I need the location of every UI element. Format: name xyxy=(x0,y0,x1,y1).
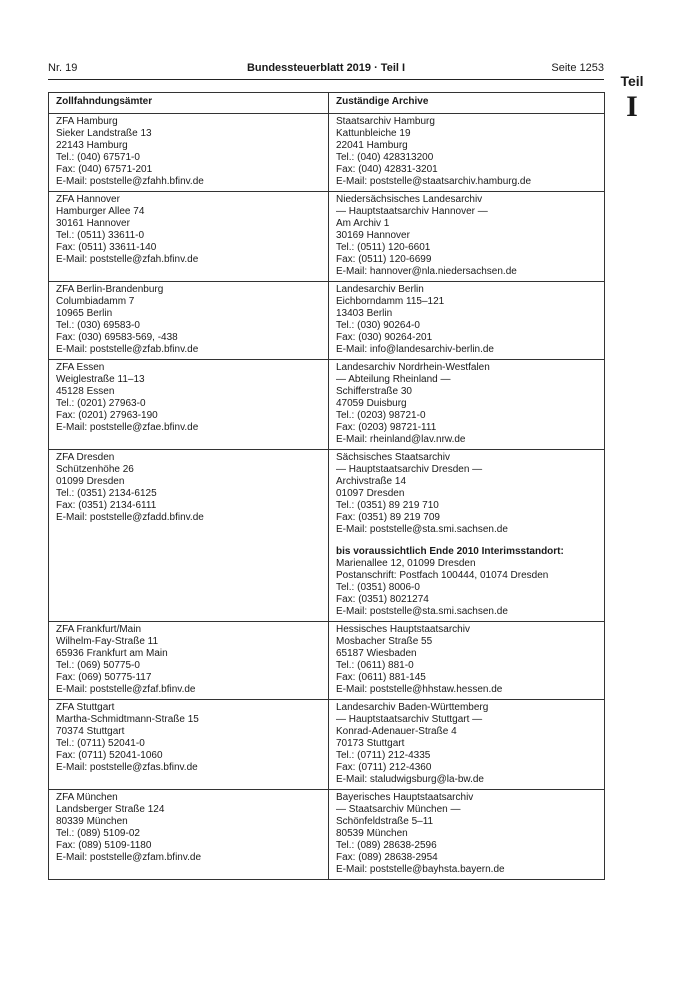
office-address-line: 65936 Frankfurt am Main xyxy=(56,648,168,659)
column-header-offices: Zollfahndungsämter xyxy=(49,93,329,114)
archive-address-line: Tel.: (0351) 89 219 710 xyxy=(336,500,439,511)
archive-address-line: Tel.: (0611) 881-0 xyxy=(336,660,414,671)
archive-address-line: 01097 Dresden xyxy=(336,488,405,499)
archive-address-line: — Abteilung Rheinland — xyxy=(336,374,451,385)
office-name: ZFA Dresden xyxy=(56,452,115,463)
office-address-line: Fax: (0511) 33611-140 xyxy=(56,242,157,253)
table-row xyxy=(49,622,605,700)
office-address-line: Tel.: (0201) 27963-0 xyxy=(56,398,146,409)
archive-name: Hessisches Hauptstaatsarchiv xyxy=(336,624,470,635)
archive-address-line: Tel.: (0203) 98721-0 xyxy=(336,410,426,421)
office-address-line: Fax: (040) 67571-201 xyxy=(56,164,153,175)
office-address-line: Fax: (0351) 2134-6111 xyxy=(56,500,157,511)
archive-address-line: — Hauptstaatsarchiv Dresden — xyxy=(336,464,483,475)
table-body xyxy=(49,114,605,880)
archive-address-line: Fax: (0351) 89 219 709 xyxy=(336,512,440,523)
archive-address-line: Fax: (030) 90264-201 xyxy=(336,332,433,343)
customs-office-cell xyxy=(49,360,329,450)
archive-address-line: 80539 München xyxy=(336,828,408,839)
office-address-line: E-Mail: poststelle@zfaf.bfinv.de xyxy=(56,684,196,695)
office-address-line: 80339 München xyxy=(56,816,128,827)
archive-address-line: Tel.: (030) 90264-0 xyxy=(336,320,420,331)
column-header-archives: Zuständige Archive xyxy=(329,93,605,114)
archive-address-line: E-Mail: poststelle@hhstaw.hessen.de xyxy=(336,684,503,695)
office-name: ZFA Stuttgart xyxy=(56,702,115,713)
office-address-line: 45128 Essen xyxy=(56,386,115,397)
archive-address-line: Eichborndamm 115–121 xyxy=(336,296,445,307)
customs-office-cell xyxy=(49,114,329,192)
office-address-line: Landsberger Straße 124 xyxy=(56,804,165,815)
table-row xyxy=(49,360,605,450)
archive-cell xyxy=(329,790,605,880)
archive-address-line: Am Archiv 1 xyxy=(336,218,390,229)
part-tab-roman: I xyxy=(626,90,638,123)
office-address-line: Tel.: (0711) 52041-0 xyxy=(56,738,145,749)
archive-address-line: 13403 Berlin xyxy=(336,308,393,319)
office-address-line: Columbiadamm 7 xyxy=(56,296,135,307)
interim-address-line: E-Mail: poststelle@sta.smi.sachsen.de xyxy=(336,606,508,617)
office-address-line: Fax: (030) 69583-569, -438 xyxy=(56,332,178,343)
table-row xyxy=(49,282,605,360)
office-address-line: Fax: (089) 5109-1180 xyxy=(56,840,152,851)
table-header-row xyxy=(49,93,605,114)
archive-address-line: Fax: (040) 42831-3201 xyxy=(336,164,438,175)
office-name: ZFA Hannover xyxy=(56,194,120,205)
office-address-line: E-Mail: poststelle@zfadd.bfinv.de xyxy=(56,512,204,523)
office-address-line: Hamburger Allee 74 xyxy=(56,206,145,217)
archive-address-line: — Staatsarchiv München — xyxy=(336,804,461,815)
archive-address-line: Tel.: (040) 428313200 xyxy=(336,152,434,163)
archive-address-line: 70173 Stuttgart xyxy=(336,738,405,749)
office-address-line: Tel.: (030) 69583-0 xyxy=(56,320,140,331)
part-tab xyxy=(617,72,647,124)
interim-address-line: Marienallee 12, 01099 Dresden xyxy=(336,558,476,569)
office-address-line: E-Mail: poststelle@zfas.bfinv.de xyxy=(56,762,198,773)
archive-name: Landesarchiv Berlin xyxy=(336,284,424,295)
archive-address-line: Tel.: (0511) 120-6601 xyxy=(336,242,431,253)
office-address-line: Wilhelm-Fay-Straße 11 xyxy=(56,636,159,647)
office-name: ZFA Essen xyxy=(56,362,105,373)
office-address-line: Martha-Schmidtmann-Straße 15 xyxy=(56,714,199,725)
office-address-line: 10965 Berlin xyxy=(56,308,113,319)
archive-cell xyxy=(329,114,605,192)
office-name: ZFA Frankfurt/Main xyxy=(56,624,142,635)
archive-address-line: — Hauptstaatsarchiv Stuttgart — xyxy=(336,714,483,725)
archive-address-line: — Hauptstaatsarchiv Hannover — xyxy=(336,206,488,217)
table-row xyxy=(49,192,605,282)
archive-address-line: 47059 Duisburg xyxy=(336,398,407,409)
archive-address-line: E-Mail: staludwigsburg@la-bw.de xyxy=(336,774,484,785)
office-address-line: 01099 Dresden xyxy=(56,476,125,487)
archive-address-line: E-Mail: poststelle@sta.smi.sachsen.de xyxy=(336,524,508,535)
office-address-line: Fax: (069) 50775-117 xyxy=(56,672,152,683)
office-address-line: Tel.: (089) 5109-02 xyxy=(56,828,140,839)
archive-address-line: Fax: (0203) 98721-111 xyxy=(336,422,437,433)
archive-address-line: Kattunbleiche 19 xyxy=(336,128,411,139)
archive-address-line: 30169 Hannover xyxy=(336,230,410,241)
customs-office-cell xyxy=(49,450,329,622)
office-address-line: Tel.: (069) 50775-0 xyxy=(56,660,140,671)
archive-cell xyxy=(329,450,605,622)
publication-title: Bundessteuerblatt 2019 · Teil I xyxy=(246,62,406,74)
archive-name: Sächsisches Staatsarchiv xyxy=(336,452,450,463)
archive-address-line: 65187 Wiesbaden xyxy=(336,648,417,659)
interim-address-line: Postanschrift: Postfach 100444, 01074 Dresden xyxy=(336,570,549,581)
archives-table xyxy=(48,92,605,880)
office-name: ZFA München xyxy=(56,792,118,803)
office-address-line: Sieker Landstraße 13 xyxy=(56,128,152,139)
table-row xyxy=(49,700,605,790)
office-address-line: 70374 Stuttgart xyxy=(56,726,125,737)
archive-cell xyxy=(329,360,605,450)
archive-address-line: Fax: (0611) 881-145 xyxy=(336,672,426,683)
interim-location-heading: bis voraussichtlich Ende 2010 Interimsstandort: xyxy=(336,546,564,557)
customs-office-cell xyxy=(49,700,329,790)
spacer xyxy=(336,536,598,546)
archive-address-line: Schönfeldstraße 5–11 xyxy=(336,816,434,827)
office-address-line: Weiglestraße 11–13 xyxy=(56,374,145,385)
archive-address-line: E-Mail: poststelle@bayhsta.bayern.de xyxy=(336,864,505,875)
office-address-line: 30161 Hannover xyxy=(56,218,130,229)
issue-number: Nr. 19 xyxy=(48,62,78,74)
archive-name: Bayerisches Hauptstaatsarchiv xyxy=(336,792,474,803)
archive-cell xyxy=(329,622,605,700)
archive-address-line: Schifferstraße 30 xyxy=(336,386,412,397)
customs-office-cell xyxy=(49,192,329,282)
office-address-line: Tel.: (0511) 33611-0 xyxy=(56,230,145,241)
archive-cell xyxy=(329,700,605,790)
archive-address-line: E-Mail: info@landesarchiv-berlin.de xyxy=(336,344,494,355)
office-address-line: Tel.: (0351) 2134-6125 xyxy=(56,488,157,499)
office-address-line: E-Mail: poststelle@zfah.bfinv.de xyxy=(56,254,199,265)
office-address-line: Tel.: (040) 67571-0 xyxy=(56,152,140,163)
table-row xyxy=(49,790,605,880)
archive-name: Staatsarchiv Hamburg xyxy=(336,116,435,127)
archive-address-line: E-Mail: rheinland@lav.nrw.de xyxy=(336,434,466,445)
table-row xyxy=(49,450,605,622)
archive-address-line: Fax: (0711) 212-4360 xyxy=(336,762,432,773)
running-header xyxy=(48,61,604,77)
archive-address-line: Tel.: (0711) 212-4335 xyxy=(336,750,431,761)
customs-office-cell xyxy=(49,622,329,700)
archive-address-line: Mosbacher Straße 55 xyxy=(336,636,433,647)
header-rule xyxy=(48,79,604,80)
office-address-line: 22143 Hamburg xyxy=(56,140,128,151)
office-address-line: Fax: (0201) 27963-190 xyxy=(56,410,158,421)
archive-address-line: 22041 Hamburg xyxy=(336,140,408,151)
office-name: ZFA Hamburg xyxy=(56,116,118,127)
archive-name: Landesarchiv Nordrhein-Westfalen xyxy=(336,362,490,373)
office-name: ZFA Berlin-Brandenburg xyxy=(56,284,164,295)
archive-address-line: E-Mail: hannover@nla.niedersachsen.de xyxy=(336,266,517,277)
interim-address-line: Tel.: (0351) 8006-0 xyxy=(336,582,420,593)
customs-office-cell xyxy=(49,790,329,880)
office-address-line: Fax: (0711) 52041-1060 xyxy=(56,750,163,761)
page-number: Seite 1253 xyxy=(551,62,604,74)
table-row xyxy=(49,114,605,192)
archive-cell xyxy=(329,192,605,282)
office-address-line: E-Mail: poststelle@zfae.bfinv.de xyxy=(56,422,199,433)
archive-address-line: E-Mail: poststelle@staatsarchiv.hamburg.de xyxy=(336,176,532,187)
office-address-line: Schützenhöhe 26 xyxy=(56,464,134,475)
office-address-line: E-Mail: poststelle@zfab.bfinv.de xyxy=(56,344,199,355)
interim-address-line: Fax: (0351) 8021274 xyxy=(336,594,429,605)
archive-name: Landesarchiv Baden-Württemberg xyxy=(336,702,489,713)
archive-address-line: Konrad-Adenauer-Straße 4 xyxy=(336,726,457,737)
customs-office-cell xyxy=(49,282,329,360)
archive-address-line: Archivstraße 14 xyxy=(336,476,407,487)
archive-address-line: Tel.: (089) 28638-2596 xyxy=(336,840,437,851)
archive-cell xyxy=(329,282,605,360)
office-address-line: E-Mail: poststelle@zfam.bfinv.de xyxy=(56,852,202,863)
archive-address-line: Fax: (089) 28638-2954 xyxy=(336,852,438,863)
office-address-line: E-Mail: poststelle@zfahh.bfinv.de xyxy=(56,176,204,187)
archive-name: Niedersächsisches Landesarchiv xyxy=(336,194,483,205)
part-tab-word: Teil xyxy=(620,73,644,89)
archive-address-line: Fax: (0511) 120-6699 xyxy=(336,254,432,265)
